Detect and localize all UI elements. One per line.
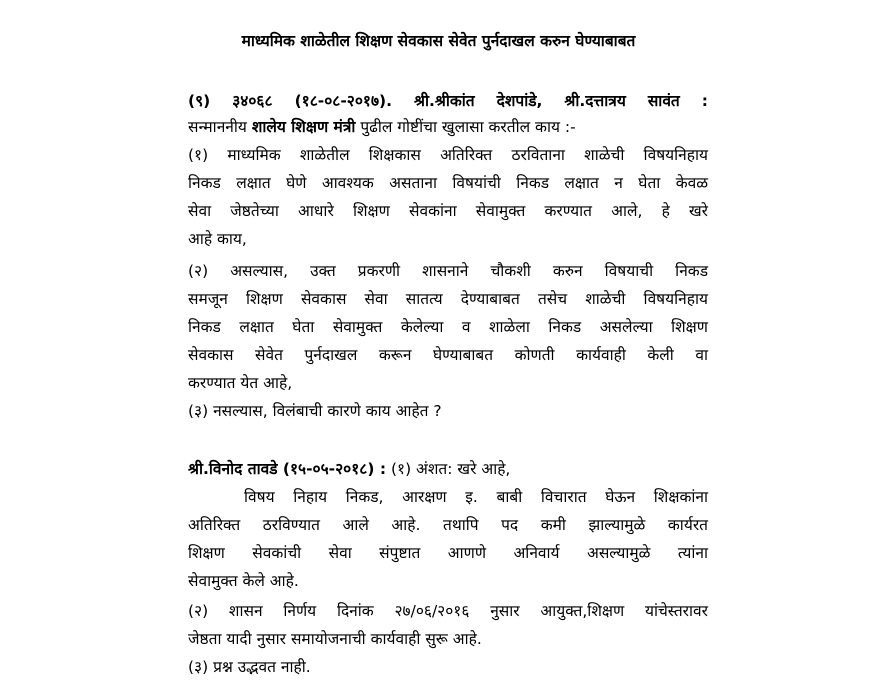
question-line-10: (३) नसल्यास, विलंबाची कारणे काय आहेत ? <box>188 402 442 420</box>
question-line-7: निकड लक्षात घेता सेवामुक्त केलेल्या व शाळेला निकड असलेल्या शिक्षण <box>188 318 708 336</box>
answer-header <box>188 456 708 482</box>
answer-line-2: अतिरिक्त ठरविण्यात आले आहे. तथापि पद कमी झाल्यामुळे कार्यरत <box>188 516 708 534</box>
question-line-9: करण्यात येत आहे, <box>188 374 293 392</box>
question-intro <box>188 114 708 140</box>
question-line-5: (२) असल्यास, उक्त प्रकरणी शासनाने चौकशी करुन विषयाची निकड <box>188 262 708 280</box>
question-line-3: सेवा जेष्ठतेच्या आधारे शिक्षण सेवकांना सेवामुक्त करण्यात आले, हे खरे <box>188 202 708 220</box>
answer-line-5: (२) शासन निर्णय दिनांक २७/०६/२०१६ नुसार आयुक्त,शिक्षण यांचेस्तरावर <box>188 602 708 620</box>
minister-name: शालेय शिक्षण मंत्री <box>251 118 356 136</box>
question-header: (९) ३४०६८ (१८-०८-२०१७). श्री.श्रीकांत देशपांडे, श्री.दत्तात्रय सावंत : <box>188 92 708 110</box>
answer-line-3: शिक्षण सेवकांची सेवा संपुष्टात आणणे अनिवार्य असल्यामुळे त्यांना <box>188 544 708 562</box>
answer-respondent: श्री.विनोद तावडे (१५-०५-२०१८) : <box>188 460 387 478</box>
intro-text-end: पुढील गोष्टींचा खुलासा करतील काय :- <box>355 118 576 136</box>
answer-line-7: (३) प्रश्न उद्भवत नाही. <box>188 658 311 676</box>
answer-line-1: विषय निहाय निकड, आरक्षण इ. बाबी विचारात घेऊन शिक्षकांना <box>244 488 708 506</box>
question-line-6: समजून शिक्षण सेवकास सेवा सातत्य देण्याबाबत तसेच शाळेची विषयनिहाय <box>188 290 708 308</box>
question-line-4: आहे काय, <box>188 230 247 248</box>
question-line-1: (१) माध्यमिक शाळेतील शिक्षकास अतिरिक्त ठरविताना शाळेची विषयनिहाय <box>188 146 708 164</box>
answer-line-6: जेष्ठता यादी नुसार समायोजनाची कार्यवाही सुरू आहे. <box>188 630 482 648</box>
question-line-8: सेवकास सेवेत पुर्नदाखल करून घेण्याबाबत कोणती कार्यवाही केली वा <box>188 346 708 364</box>
intro-text: सन्माननीय <box>188 118 252 136</box>
question-line-2: निकड लक्षात घेणे आवश्यक असताना विषयांची निकड लक्षात न घेता केवळ <box>188 174 708 192</box>
answer-line-4: सेवामुक्त केले आहे. <box>188 572 299 590</box>
answer-first-point: (१) अंशत: खरे आहे, <box>386 460 511 478</box>
document-title: माध्यमिक शाळेतील शिक्षण सेवकास सेवेत पुर्नदाखल करुन घेण्याबाबत <box>241 32 636 50</box>
